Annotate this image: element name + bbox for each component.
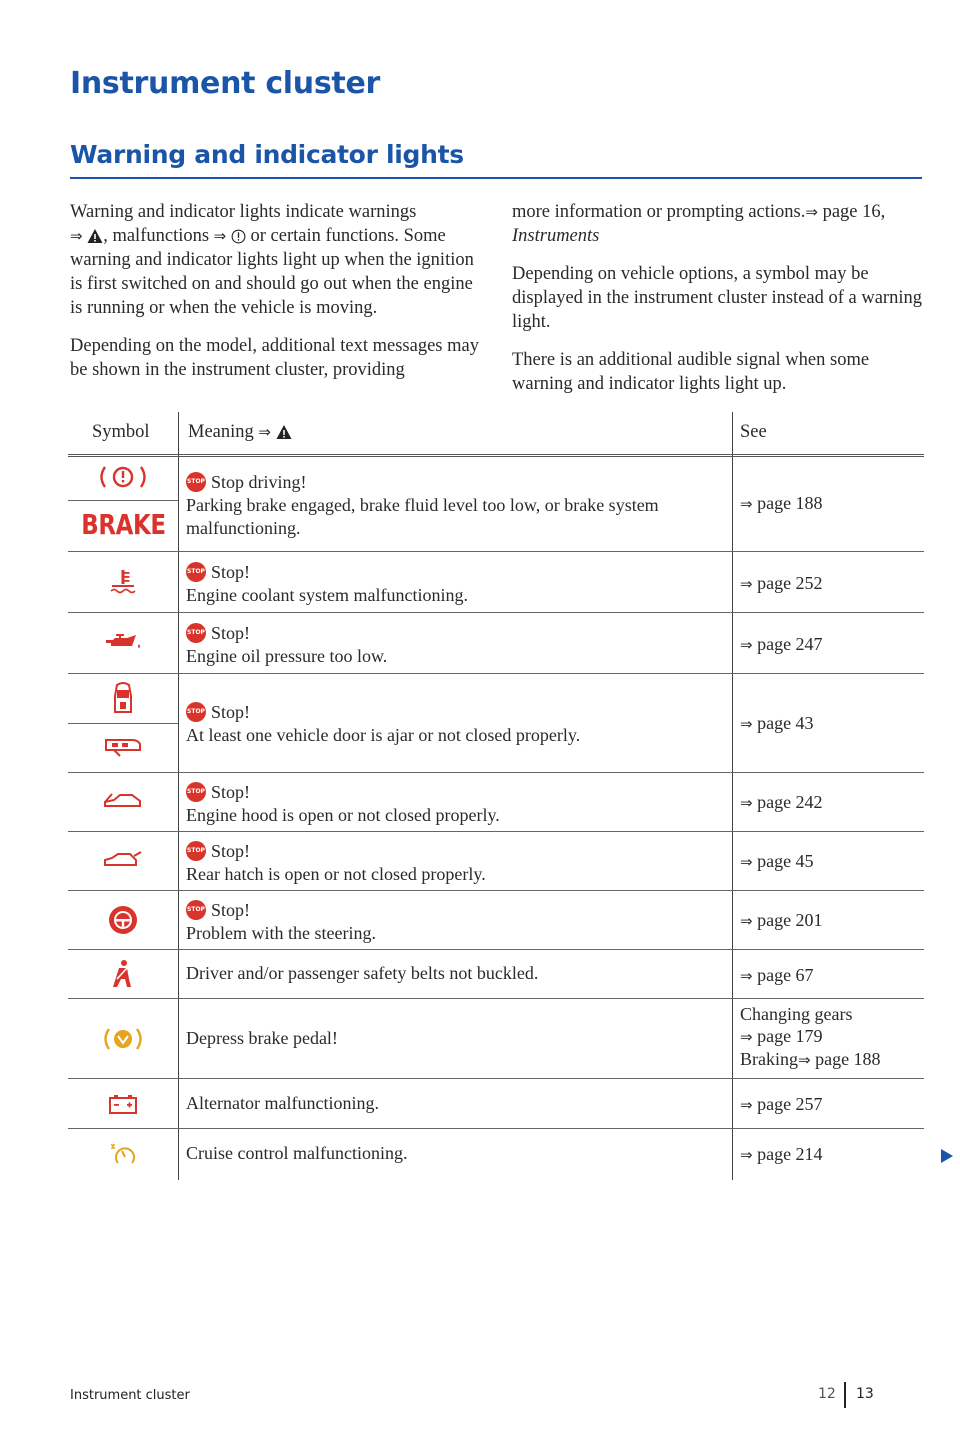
meaning-cell: STOP Stop! Engine hood is open or not closed properly. xyxy=(186,781,500,825)
stop-icon: STOP xyxy=(186,472,206,492)
hood-open-icon xyxy=(68,773,178,831)
stop-icon: STOP xyxy=(186,702,206,722)
arrow-icon: ⇒ xyxy=(740,575,753,593)
door-open-icon xyxy=(68,678,178,720)
stop-icon: STOP xyxy=(186,900,206,920)
table-row xyxy=(68,950,924,999)
seat-belt-icon xyxy=(68,950,178,998)
brake-warning-icon xyxy=(68,460,178,494)
brake-text-icon: BRAKE xyxy=(80,507,166,541)
page-divider xyxy=(844,1382,846,1408)
stop-icon: STOP xyxy=(186,841,206,861)
steering-wheel-warning-icon xyxy=(68,891,178,949)
table-row xyxy=(68,613,924,674)
rear-hatch-open-icon xyxy=(68,832,178,890)
warning-triangle-icon xyxy=(87,228,103,244)
footer-chapter-title: Instrument cluster xyxy=(70,1388,190,1403)
continued-arrow-icon xyxy=(940,1148,954,1169)
meaning-column-header: Meaning ⇒ xyxy=(188,422,292,443)
arrow-icon: ⇒ xyxy=(740,912,753,930)
car-door-open-icon xyxy=(68,726,178,768)
table-row xyxy=(68,891,924,950)
arrow-icon: ⇒ xyxy=(740,853,753,871)
see-cell[interactable]: ⇒ page 188 xyxy=(740,493,823,513)
see-cell[interactable]: ⇒ page 43 xyxy=(740,713,814,733)
arrow-icon: ⇒ xyxy=(798,1051,811,1069)
arrow-icon: ⇒ xyxy=(740,967,753,985)
table-row xyxy=(68,999,924,1079)
table-row xyxy=(68,454,924,552)
meaning-cell: STOP Stop! Problem with the steering. xyxy=(186,899,376,943)
see-cell[interactable]: ⇒ page 214 xyxy=(740,1144,823,1164)
symbol-divider xyxy=(68,723,178,724)
intro-paragraph-3: more information or prompting actions.⇒ page 16, Instruments xyxy=(512,202,886,246)
arrow-icon: ⇒ xyxy=(740,1096,753,1114)
see-column-header: See xyxy=(740,422,767,442)
arrow-icon: ⇒ xyxy=(740,1146,753,1164)
symbol-divider xyxy=(68,500,178,501)
meaning-cell: STOP Stop! Engine coolant system malfunctioning. xyxy=(186,561,468,605)
warning-triangle-icon xyxy=(276,424,292,440)
meaning-cell: Cruise control malfunctioning. xyxy=(186,1143,408,1163)
meaning-cell: Alternator malfunctioning. xyxy=(186,1093,379,1113)
intro-paragraph-5: There is an additional audible signal when some warning and indicator lights light up. xyxy=(512,350,870,394)
see-cell[interactable]: Changing gears ⇒ page 179 Braking⇒ page 188 xyxy=(740,1004,881,1069)
meaning-cell: Driver and/or passenger safety belts not buckled. xyxy=(186,963,539,983)
intro-paragraph-1: Warning and indicator lights indicate warnings ⇒ , malfunctions ⇒ or certain functions. Some warning and indicator lights light up when the ignition is first switched on and should go out when the engine is running or when the vehicle is moving. xyxy=(70,202,474,318)
arrow-icon: ⇒ xyxy=(258,423,271,441)
stop-icon: STOP xyxy=(186,782,206,802)
table-header xyxy=(68,412,924,457)
see-cell[interactable]: ⇒ page 201 xyxy=(740,910,823,930)
section-rule xyxy=(70,177,922,179)
arrow-icon: ⇒ xyxy=(740,495,753,513)
page-title: Instrument cluster xyxy=(70,66,380,101)
see-cell[interactable]: ⇒ page 252 xyxy=(740,573,823,593)
table-row xyxy=(68,674,924,773)
see-cell[interactable]: ⇒ page 247 xyxy=(740,634,823,654)
note-circle-icon xyxy=(231,229,246,244)
table-row xyxy=(68,773,924,832)
table-row xyxy=(68,1129,924,1180)
page-number-left: 12 xyxy=(818,1386,836,1402)
meaning-cell: STOP Stop! Engine oil pressure too low. xyxy=(186,622,388,666)
page-number-right: 13 xyxy=(856,1386,874,1402)
coolant-temperature-icon xyxy=(68,552,178,612)
stop-icon: STOP xyxy=(186,562,206,582)
page-reference-link[interactable]: page 16, xyxy=(822,202,886,222)
battery-icon xyxy=(68,1079,178,1128)
meaning-cell: STOP Stop driving! Parking brake engaged, brake fluid level too low, or brake system malfunctioning. xyxy=(186,471,659,538)
arrow-icon: ⇒ xyxy=(70,227,83,245)
intro-paragraph-2: Depending on the model, additional text messages may be shown in the instrument cluster, providing xyxy=(70,336,479,380)
table-row xyxy=(68,552,924,613)
meaning-cell: STOP Stop! Rear hatch is open or not closed properly. xyxy=(186,840,486,884)
see-cell[interactable]: ⇒ page 242 xyxy=(740,792,823,812)
arrow-icon: ⇒ xyxy=(740,636,753,654)
stop-icon: STOP xyxy=(186,623,206,643)
symbol-column-header: Symbol xyxy=(92,422,150,442)
see-cell[interactable]: ⇒ page 257 xyxy=(740,1094,823,1114)
arrow-icon: ⇒ xyxy=(213,227,227,245)
see-cell[interactable]: ⇒ page 67 xyxy=(740,965,814,985)
meaning-cell: STOP Stop! At least one vehicle door is ajar or not closed properly. xyxy=(186,701,581,745)
table-row xyxy=(68,832,924,891)
brake-pedal-icon xyxy=(68,999,178,1078)
arrow-icon: ⇒ xyxy=(740,1028,753,1046)
section-title: Warning and indicator lights xyxy=(70,140,464,169)
see-cell[interactable]: ⇒ page 45 xyxy=(740,851,814,871)
arrow-icon: ⇒ xyxy=(740,715,753,733)
cruise-control-icon xyxy=(68,1129,178,1180)
intro-paragraph-4: Depending on vehicle options, a symbol may be displayed in the instrument cluster instead of a warning light. xyxy=(512,264,922,332)
oil-pressure-icon xyxy=(68,613,178,673)
table-row xyxy=(68,1079,924,1129)
arrow-icon: ⇒ xyxy=(805,203,818,221)
warning-lights-table xyxy=(68,412,924,1164)
intro-left-column xyxy=(70,200,482,396)
arrow-icon: ⇒ xyxy=(740,794,753,812)
meaning-cell: Depress brake pedal! xyxy=(186,1028,338,1048)
intro-right-column xyxy=(512,200,924,410)
